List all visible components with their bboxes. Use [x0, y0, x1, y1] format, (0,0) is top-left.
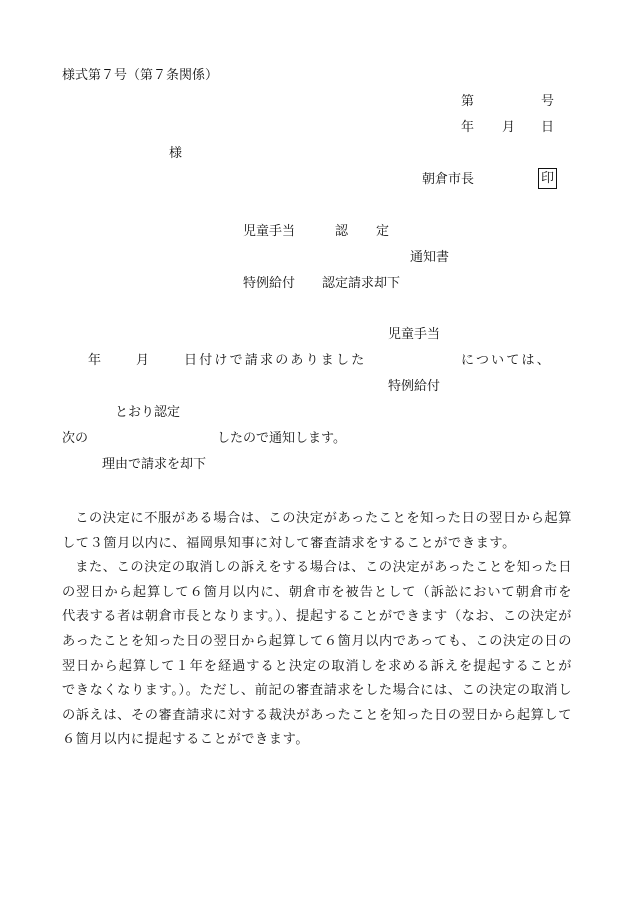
- number-go: 号: [541, 94, 555, 109]
- date-day: 日: [541, 120, 555, 135]
- statement-special-benefit: 特例給付: [388, 379, 441, 394]
- result-conclusion: したので通知します。: [217, 431, 346, 446]
- recipient-honorific: 様: [169, 146, 183, 161]
- notice-paragraph-2: また、この決定の取消しの訴えをする場合は、この決定があったことを知った日の翌日から起算して６箇月以内に、朝倉市を被告として（訴訟において朝倉市を代表する者は朝倉市長となります。）、提起することができます（なお、この決定があったことを知った日の翌日から起算して６箇月以内であっても、この決定の日の翌日から起算して１年を経過すると決定の取消しを求める訴えを提起することができなくなります。）。ただし、前記の審査請求をした場合には、この決定の取消しの訴えは、その審査請求に対する裁決があったことを知った日の翌日から起算して６箇月以内に提起することができます。: [62, 560, 573, 748]
- form-title: 様式第７号（第７条関係）: [62, 68, 219, 83]
- statement-year: 年: [88, 353, 104, 368]
- heading-tei: 定: [376, 224, 390, 239]
- issuer-name: 朝倉市長: [422, 172, 475, 187]
- number-dai: 第: [461, 94, 475, 109]
- heading-rejection: 認定請求却下: [322, 276, 401, 291]
- statement-date-suffix: 日付けで請求のありました: [184, 353, 367, 368]
- statement-child-allowance: 児童手当: [388, 327, 441, 342]
- result-next: 次の: [62, 431, 89, 446]
- notice-paragraph-1: この決定に不服がある場合は、この決定があったことを知った日の翌日から起算して３箇月以内に、福岡県知事に対して審査請求をすることができます。: [62, 511, 572, 551]
- date-year: 年: [461, 120, 475, 135]
- heading-child-allowance: 児童手当: [243, 224, 296, 239]
- heading-special-benefit: 特例給付: [243, 276, 296, 291]
- heading-nin: 認: [335, 224, 349, 239]
- heading-notice: 通知書: [410, 250, 450, 265]
- result-approved: とおり認定: [115, 405, 181, 420]
- seal-stamp-box: 印: [538, 168, 557, 189]
- statement-month: 月: [136, 353, 152, 368]
- date-month: 月: [502, 120, 516, 135]
- appeal-notice: [62, 507, 572, 753]
- result-rejected: 理由で請求を却下: [102, 457, 207, 472]
- statement-about: については、: [461, 353, 552, 368]
